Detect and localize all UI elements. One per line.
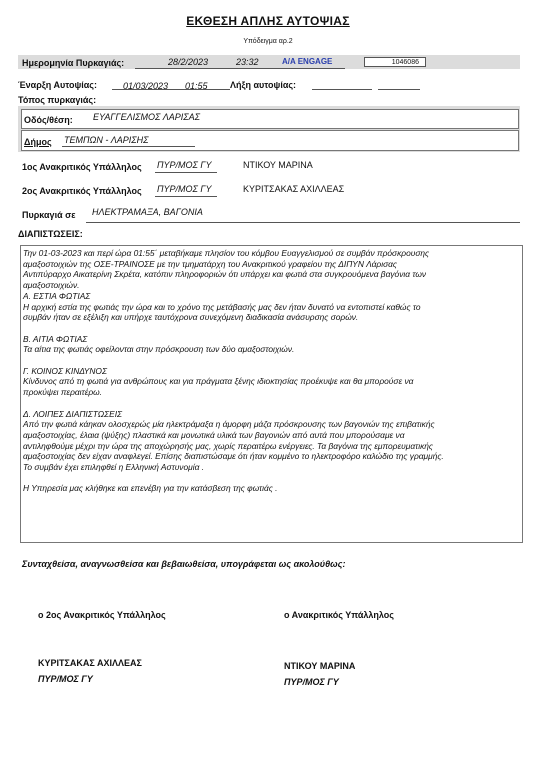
findings-line: Από την φωτιά κάηκαν ολοσχερώς μία ηλεκτράμαξα η άμορφη μάζα πρόσκρουσης των βαγονιών της επιβατικής xyxy=(23,419,435,430)
inspection-start-time: 01:55 xyxy=(185,81,208,91)
first-officer-label: 1ος Ανακριτικός Υπάλληλος xyxy=(22,162,142,172)
findings-line xyxy=(23,398,519,409)
findings-line: Την 01-03-2023 και περί ώρα 01:55΄ μεταβήκαμε πλησίον του κόμβου Ευαγγελισμού σε συμβάν πρόσκρουσης xyxy=(23,248,430,258)
right-signatory-name: ΝΤΙΚΟΥ ΜΑΡΙΝΑ xyxy=(284,661,356,671)
findings-line: Α. ΕΣΤΙΑ ΦΩΤΙΑΣ xyxy=(23,290,91,301)
findings-line: αμαξοστοιχιών της ΟΣΕ-ΤΡΑΙΝΟΣΕ με την τμηματάρχη του Ανακριτικού γραφείου της ΔΙΠΥΝ Λάρισας xyxy=(23,258,397,269)
first-officer-name: ΝΤΙΚΟΥ ΜΑΡΙΝΑ xyxy=(243,160,313,170)
findings-line: Τα αίτια της φωτιάς οφείλονται στην πρόσκρουση των δύο αμαξοστοιχιών. xyxy=(23,344,295,355)
findings-line: Αντιπύραρχο Αικατερίνη Σκρέτα, κατόπιν πληροφοριών ότι υπάρχει και φωτιά στα συγκρουόμενα βαγόνια των xyxy=(23,269,427,280)
report-title: ΕΚΘΕΣΗ ΑΠΛΗΣ ΑΥΤΟΨΙΑΣ xyxy=(186,14,350,28)
fire-in-value: ΗΛΕΚΤΡΑΜΑΞΑ, ΒΑΓΟΝΙΑ xyxy=(92,207,203,217)
fire-in-underline xyxy=(86,222,520,223)
findings-line: Το συμβάν έχει επιληφθεί η Ελληνική Αστυνομία . xyxy=(23,462,205,473)
fire-time-value: 23:32 xyxy=(236,57,259,67)
findings-line: Γ. ΚΟΙΝΟΣ ΚΙΝΔΥΝΟΣ xyxy=(23,365,107,376)
fire-in-label: Πυρκαγιά σε xyxy=(22,210,76,220)
incident-code: 1046086 xyxy=(364,57,426,67)
findings-line xyxy=(23,473,519,484)
findings-line: αμαξοστοιχίας δεν είχαν αναφλεγεί. Επίσης διαπιστώσαμε ότι ήταν κομμένο το ηλεκτροφόρο καλώδιο της γραμμής. xyxy=(23,451,444,462)
signature-intro: Συνταχθείσα, αναγνωσθείσα και βεβαιωθείσα, υπογράφεται ως ακολούθως: xyxy=(22,559,346,569)
inspection-start-label: Έναρξη Αυτοψίας: xyxy=(18,80,97,90)
findings-line: αντιληφθούμε μέχρι την ώρα της αποχώρησής μας, χωρίς περαιτέρω ενέργειες. Τα βαγόνια της εμπορευματικής xyxy=(23,440,434,451)
findings-line: Δ. ΛΟΙΠΕΣ ΔΙΑΠΙΣΤΩΣΕΙΣ xyxy=(23,408,123,419)
findings-line: προκύψει περαιτέρω. xyxy=(23,387,103,398)
right-signatory-rank: ΠΥΡ/ΜΟΣ ΓΥ xyxy=(284,677,339,687)
findings-line: Β. ΑΙΤΙΑ ΦΩΤΙΑΣ xyxy=(23,333,88,344)
first-officer-rank: ΠΥΡ/ΜΟΣ ΓΥ xyxy=(157,160,212,170)
inspection-end-underline-2 xyxy=(378,89,420,90)
findings-line xyxy=(23,323,519,334)
engage-label: A/A ENGAGE xyxy=(282,57,333,66)
right-signatory-title: ο Ανακριτικός Υπάλληλος xyxy=(284,610,394,620)
findings-line: αμαξοστοιχίας, έλαια (ψύξης) πλαστικά και μονωτικά υλικά των βαγονιών από αυτά που μπορούσαμε να xyxy=(23,429,405,440)
municipality-label: Δήμος xyxy=(24,137,52,147)
findings-line xyxy=(23,355,519,366)
findings-line: αμαξοστοιχιών. xyxy=(23,280,80,291)
municipality-underline xyxy=(62,146,195,147)
findings-text xyxy=(23,248,519,494)
second-officer-rank: ΠΥΡ/ΜΟΣ ΓΥ xyxy=(157,184,212,194)
fire-date-value: 28/2/2023 xyxy=(168,57,209,67)
report-subtitle: Υπόδειγμα αρ.2 xyxy=(243,38,293,45)
findings-line: Η αρχική εστία της φωτιάς την ώρα και το χρόνο της μετάβασής μας δεν ήταν δυνατό να εντοπιστεί καθώς το xyxy=(23,301,421,312)
first-officer-underline xyxy=(155,172,217,173)
left-signatory-rank: ΠΥΡ/ΜΟΣ ΓΥ xyxy=(38,674,93,684)
location-label: Τόπος πυρκαγιάς: xyxy=(18,95,97,105)
left-signatory-title: ο 2ος Ανακριτικός Υπάλληλος xyxy=(38,610,166,620)
findings-line: Κίνδυνος από τη φωτιά για ανθρώπους και για πράγματα ξένης ιδιοκτησίας προέκυψε και θα μπορούσε να xyxy=(23,376,414,387)
inspection-start-date: 01/03/2023 xyxy=(123,81,169,91)
left-signatory-name: ΚΥΡΙΤΣΑΚΑΣ ΑΧΙΛΛΕΑΣ xyxy=(38,658,142,668)
street-value: ΕΥΑΓΓΕΛΙΣΜΟΣ ΛΑΡΙΣΑΣ xyxy=(93,112,201,122)
fire-date-underline xyxy=(135,68,345,69)
findings-line: Η Υπηρεσία μας κλήθηκε και επενέβη για την κατάσβεση της φωτιάς . xyxy=(23,483,278,494)
street-label: Οδός/θέση: xyxy=(24,115,73,125)
fire-date-label: Ημερομηνία Πυρκαγιάς: xyxy=(22,58,125,68)
findings-line: συμβάν ήταν σε εξέλιξη και υπήρχε ταυτόχρονα συνεχόμενη διαδικασία ανάσυρσης σορών. xyxy=(23,312,359,323)
inspection-end-underline-1 xyxy=(312,89,372,90)
second-officer-underline xyxy=(155,196,217,197)
second-officer-name: ΚΥΡΙΤΣΑΚΑΣ ΑΧΙΛΛΕΑΣ xyxy=(243,184,345,194)
inspection-end-label: Λήξη αυτοψίας: xyxy=(230,80,297,90)
findings-label: ΔΙΑΠΙΣΤΩΣΕΙΣ: xyxy=(18,229,83,239)
second-officer-label: 2ος Ανακριτικός Υπάλληλος xyxy=(22,186,142,196)
municipality-value: ΤΕΜΠΩΝ - ΛΑΡΙΣΗΣ xyxy=(64,135,149,145)
